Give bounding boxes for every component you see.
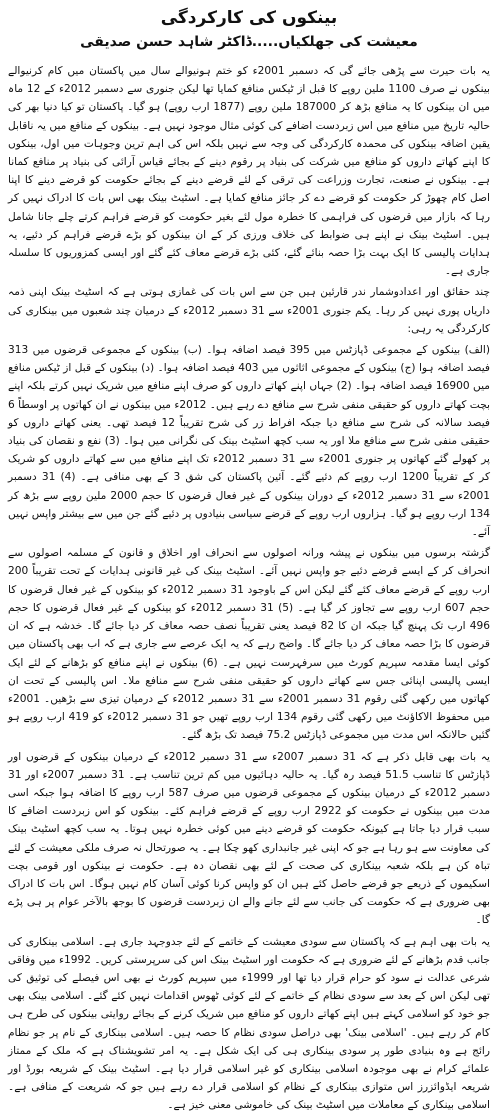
paragraph: گزشتہ برسوں میں بینکوں نے پیشہ ورانہ اصولوں سے انحراف اور اخلاق و قانون کے مسلمہ اصولوں سے انحراف کر کے ایسے قرضے دئیے جو واپس نہیں آئے۔ اسٹیٹ بینک کی غیر قانونی ہدایات کے تحت تقریباً 200 ارب روپے کے قرضے معاف کئے گئے لیکن اس کے باوجود 31 دسمبر 2012ء کو بینکوں کے غیر فعال قرضوں کا حجم 607 ارب روپے سے تجاوز کر گیا ہے۔ (5) 31 دسمبر 2012ء کو بینکوں کے غیر فعال قرضوں کا حجم 496 ارب تک پہنچ گیا جبکہ ان کا 82 فیصد یعنی تقریباً نصف حصہ معاف کر دیا جائے گا۔ خدشہ ہے کہ ان قرضوں کا بڑا حصہ معاف کر دیا جائے گا۔ واضح رہے کہ یہ ایک عرصے سے جاری ہے کہ اب بھی پاکستان میں کوئی ایسا مقدمہ سپریم کورٹ میں سرفہرست نہیں ہے۔ (6) بینکوں نے اپنے منافع کو بڑھانے کے لئے ایک ایسی پالیسی اپنائی جس سے کھاتے داروں کو حقیقی منفی شرح سے منافع ملا۔ اس پالیسی کے تحت ان کھاتوں میں رکھی گئی رقوم 31 دسمبر 2001ء سے 31 دسمبر 2012ء کے درمیان تیزی سے بڑھیں۔ 2001ء میں محفوظ الاکاؤنٹ میں رکھی گئی رقوم 134 ارب روپے تھیں جو 31 دسمبر 2012ء کو 419 ارب روپے ہو گئیں حالانکہ اس مدت میں مجموعی ڈپازٹس 75.2 فیصد تک بڑھ گئے۔ — [8, 547, 491, 742]
paragraph: یہ بات حیرت سے پڑھی جائے گی کہ دسمبر 2001ء کو ختم ہونیوالے سال میں پاکستان میں کام کرنیوالے بینکوں نے صرف 1100 ملین روپے کا قبل از ٹیکس منافع کمایا تھا لیکن جنوری سے دسمبر 2012ء کے 12 ماہ میں ان بینکوں کا یہ منافع بڑھ کر 187000 ملین روپے (1877 ارب روپے) ہو گیا۔ پاکستان تو کیا دنیا بھر کی حالیہ تاریخ میں منافع میں اس زبردست اضافے کی کوئی مثال موجود نہیں ہے۔ بینکوں کے منافع میں یہ ناقابل یقین اضافہ بینکوں کی محمدہ کارکردگی کی وجہ سے نہیں بلکہ اس کی اہم ترین وجوہات میں اول، بینکوں کا اپنے کھاتے داروں کو منافع میں شرکت کی بنیاد پر رقوم دینے کے بجائے قیاس آرائی کی بنیاد پر منافع کمانا ہے۔ بینکوں نے صنعت، تجارت وزراعت کی ترقی کے لئے قرضے دینے کے بجائے حکومت کو قرضے دینے کا اپنا اصل کام چھوڑ کر حکومت کو قرضے دے کر جائز منافع کمایا ہے۔ اسٹیٹ بینک بھی اس بات کا ادراک نہیں کر رہا کہ بازار میں قرضوں کی فراہمی کا خطرہ مول لئے بغیر حکومت کو قرضے فراہم کرتے چلے جانا شامل ہیں۔ اسٹیٹ بینک نے اپنے ہی ضوابط کی خلاف ورزی کر کے ان بینکوں کو بڑے قرضے فراہم کر دئیے، یہ ہدایات پالیسی کا ایک بہت بڑا حصہ بنائے گئے، کئی بڑے قرضے معاف کئے گئے اور ایسی کمزوریوں کا سلسلہ جاری ہے۔ — [8, 65, 491, 278]
paragraph: چند حقائق اور اعدادوشمار ندر قارئین ہیں جن سے اس بات کی غمازی ہوتی ہے کہ اسٹیٹ بینک اپنی ذمہ داریاں پوری نہیں کر رہا۔ یکم جنوری 2001ء سے 31 دسمبر 2012ء کے درمیان چند شعبوں میں بینکاری کی کارکردگی یہ رہی: — [8, 286, 490, 335]
paragraph: (الف) بینکوں کے مجموعی ڈپازٹس میں 395 فیصد اضافہ ہوا۔ (ب) بینکوں کے مجموعی قرضوں میں 313 فیصد اضافہ ہوا (ج) بینکوں کے مجموعی اثاثوں میں 403 فیصد اضافہ ہوا۔ (د) بینکوں کے قبل از ٹیکس منافع میں 16900 فیصد اضافہ ہوا۔ (2) جہاں اپنے کھاتے داروں کو صرف اپنے منافع میں شریک نہیں کرتے بلکہ اپنے بچت کھاتے داروں کو حقیقی منفی شرح سے منافع دے رہے ہیں۔ 2012ء میں بینکوں نے ان کھاتوں پر اوسطاً 6 فیصد سالانہ کی شرح سے منافع دیا جبکہ افراط زر کی شرح تقریباً 12 فیصد تھی۔ یعنی کھاتے داروں کو حقیقی منفی شرح سے منافع ملا اور یہ سب کچھ اسٹیٹ بینک کی نگرانی میں ہوا۔ (3) نفع و نقصان کی بنیاد پر کھولے گئے کھاتوں پر جنوری 2001ء سے 31 دسمبر 2012ء تک اپنے منافع میں سے کھاتے داروں کو شریک کر کے تقریباً 1200 ارب روپے کم دئیے گئے۔ آئین پاکستان کی شق 3 کے بھی منافی ہے۔ (4) 31 دسمبر 2001ء سے 31 دسمبر 2012ء کے دوران بینکوں کے غیر فعال قرضوں کا حجم 2000 ملین روپے سے بڑھ کر 134 ارب روپے ہو گیا۔ ہزاروں ارب روپے کے قرضے سیاسی بنیادوں پر دئیے گئے جن میں سے بیشتر واپس نہیں آئے۔ — [8, 344, 490, 539]
article-body — [8, 62, 490, 1115]
paragraph: یہ بات بھی اہم ہے کہ پاکستان سے سودی معیشت کے خاتمے کے لئے جدوجہد جاری ہے۔ اسلامی بینکاری کی جانب قدم بڑھانے کے لئے ضروری ہے کہ حکومت اور اسٹیٹ بینک اس کی سرپرستی کریں۔ 1992ء میں وفاقی شرعی عدالت نے سود کو حرام قرار دیا تھا اور 1999ء میں سپریم کورٹ نے بھی اس فیصلے کی توثیق کی تھی لیکن اس کے بعد سے سودی نظام کے خاتمے کے لئے کوئی ٹھوس اقدامات نہیں کئے گئے۔ اسلامی بینک بھی جو خود کو اسلامی کہتے ہیں اپنے کھاتے داروں کو منافع میں شریک کرنے کے بجائے روایتی بینکوں کی طرح ہی کام کر رہے ہیں۔ 'اسلامی بینک' بھی دراصل سودی نظام کا حصہ ہیں۔ اسلامی بینکاری کے نام پر جو نظام رائج ہے وہ بنیادی طور پر سودی بینکاری ہی کی ایک شکل ہے۔ یہ امر تشویشناک ہے کہ ملک کے ممتاز علمائے کرام نے بھی موجودہ اسلامی بینکاری کو غیر اسلامی قرار دیا ہے۔ اسٹیٹ بینک کے شریعہ بورڈ اور شریعہ ایڈوائزرز اس متوازی بینکاری کے نظام کو اسلامی قرار دے رہے ہیں جو کہ شریعت کے منافی ہے۔ اسلامی بینکاری کے معاملات میں اسٹیٹ بینک کی خاموشی معنی خیز ہے۔ — [8, 935, 490, 1112]
article-byline: معیشت کی جھلکیاں.....ڈاکٹر شاہد حسن صدیقی — [80, 34, 418, 50]
article-title: بینکوں کی کارکردگی — [160, 8, 338, 28]
paragraph: یہ بات بھی قابل ذکر ہے کہ 31 دسمبر 2007ء سے 31 دسمبر 2012ء کے درمیان بینکوں کے قرضوں اور ڈپازٹس کا تناسب 51.5 فیصد رہ گیا۔ یہ حالیہ دہائیوں میں کم ترین تناسب ہے۔ 31 دسمبر 2007ء اور 31 دسمبر 2012ء کے درمیان بینکوں کے مجموعی قرضوں میں صرف 587 ارب روپے کا اضافہ ہوا جبکہ اسی مدت میں بینکوں نے حکومت کو 2922 ارب روپے کے قرضے فراہم کئے۔ بینکوں کو اس زبردست اضافے کا سبب قرار دیا جاتا ہے کیونکہ حکومت کو قرضے دینے میں کوئی خطرہ نہیں ہوتا۔ یہ سب کچھ اسٹیٹ بینک کی معاونت سے ہو رہا ہے جو کہ اپنی غیر جانبداری کھو چکا ہے۔ یہ صورتحال نہ صرف ملکی معیشت کے لئے تباہ کن ہے بلکہ شعبہ بینکاری کی صحت کے لئے بھی نقصان دہ ہے۔ حکومت نے بینکوں اور قومی بچت اسکیموں کے ذریعے جو قرضے حاصل کئے ہیں ان کو واپس کرنا کوئی آسان کام نہیں ہوگا۔ اس بات کا ادراک بھی ضروری ہے کہ حکومت کی جانب سے لئے جانے والے ان زبردست قرضوں کا بوجھ بالآخر عوام پر ہی پڑے گا۔ — [8, 750, 490, 927]
